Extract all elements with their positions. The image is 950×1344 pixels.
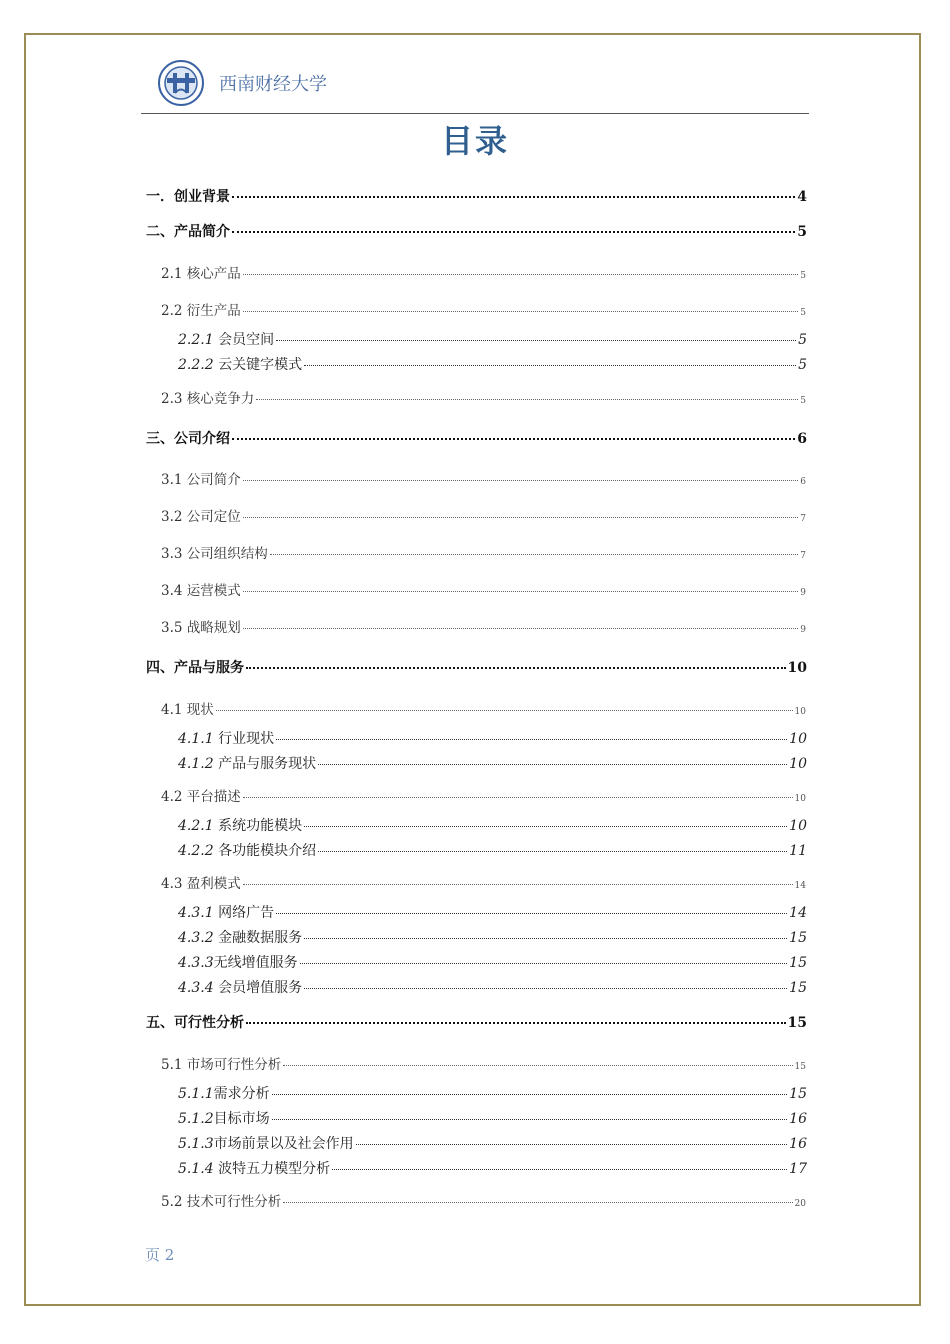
toc-entry[interactable] <box>161 1053 806 1073</box>
toc-entry-label: 5.2 技术可行性分析 <box>161 1194 282 1210</box>
dot-leader <box>243 797 793 798</box>
toc-entry[interactable] <box>161 542 806 562</box>
toc-entry[interactable] <box>178 728 807 748</box>
toc-entry-label: 3.1 公司简介 <box>161 472 241 488</box>
toc-entry[interactable] <box>161 505 806 525</box>
dot-leader <box>256 399 798 400</box>
university-seal-icon <box>157 59 205 107</box>
toc-entry[interactable] <box>146 657 807 677</box>
toc-entry-label <box>178 927 302 947</box>
toc-entry[interactable] <box>178 1108 807 1128</box>
document-header <box>157 57 327 109</box>
dot-leader <box>246 1022 786 1024</box>
page-title: 目录 <box>440 122 509 160</box>
toc-entry-text: 目标市场 <box>213 1111 270 1127</box>
toc-entry[interactable] <box>161 468 806 488</box>
toc-entry[interactable] <box>161 1190 806 1210</box>
toc-entry-label <box>178 753 316 773</box>
toc-entry-label: 3.5 战略规划 <box>161 620 241 636</box>
dot-leader <box>243 480 799 481</box>
toc-entry[interactable] <box>161 262 806 282</box>
toc-entry-text: 会员空间 <box>213 332 275 348</box>
toc-page-number: 5 <box>797 224 807 240</box>
toc-entry-number: 2.2.1 <box>178 332 214 348</box>
toc-entry-label: 一．创业背景 <box>146 189 230 205</box>
dot-leader <box>272 1094 788 1095</box>
toc-page-number: 9 <box>800 625 806 635</box>
toc-entry-number: 4.3.4 <box>178 980 214 996</box>
toc-entry[interactable] <box>161 872 806 892</box>
dot-leader <box>276 340 796 341</box>
toc-entry-number: 5.1.4 <box>178 1161 214 1177</box>
toc-entry-label: 2.3 核心竞争力 <box>161 391 255 407</box>
dot-leader <box>332 1169 787 1170</box>
dot-leader <box>300 963 788 964</box>
toc-page-number: 15 <box>794 1062 806 1072</box>
toc-entry-label <box>178 840 316 860</box>
toc-entry-text: 波特五力模型分析 <box>213 1161 331 1177</box>
toc-entry[interactable] <box>161 616 806 636</box>
toc-entry-label <box>178 977 302 997</box>
toc-entry[interactable] <box>178 840 807 860</box>
toc-page-number: 5 <box>798 332 807 348</box>
toc-page-number: 15 <box>789 1086 807 1102</box>
toc-page-number: 15 <box>787 1015 807 1031</box>
toc-page-number: 4 <box>797 189 807 205</box>
toc-page-number: 5 <box>800 308 806 318</box>
toc-page-number: 5 <box>798 357 807 373</box>
dot-leader <box>216 710 793 711</box>
toc-entry[interactable] <box>161 387 806 407</box>
dot-leader <box>243 628 799 629</box>
toc-entry-number: 4.1.1 <box>178 731 214 747</box>
toc-entry[interactable] <box>178 902 807 922</box>
dot-leader <box>318 851 787 852</box>
dot-leader <box>243 274 799 275</box>
toc-entry-text: 系统功能模块 <box>213 818 303 834</box>
toc-entry-label: 2.1 核心产品 <box>161 266 241 282</box>
toc-entry-label: 3.3 公司组织结构 <box>161 546 268 562</box>
toc-page-number: 10 <box>794 707 806 717</box>
toc-entry-text: 需求分析 <box>213 1086 270 1102</box>
toc-entry-number: 4.3.3 <box>178 955 214 971</box>
toc-page-number: 14 <box>794 881 806 891</box>
toc-entry-label: 四、产品与服务 <box>146 660 244 676</box>
toc-entry-text: 会员增值服务 <box>213 980 303 996</box>
toc-entry[interactable] <box>146 428 807 448</box>
toc-page-number: 16 <box>789 1111 807 1127</box>
toc-entry-number: 2.2.2 <box>178 357 214 373</box>
dot-leader <box>318 764 787 765</box>
toc-entry-label <box>178 1083 270 1103</box>
toc-entry[interactable] <box>146 221 807 241</box>
toc-entry[interactable] <box>178 952 807 972</box>
dot-leader <box>232 438 795 440</box>
dot-leader <box>272 1119 788 1120</box>
toc-page-number: 10 <box>794 794 806 804</box>
dot-leader <box>243 311 799 312</box>
toc-page-number: 5 <box>800 271 806 281</box>
toc-entry[interactable] <box>161 299 806 319</box>
toc-page-number: 6 <box>800 477 806 487</box>
toc-entry[interactable] <box>178 927 807 947</box>
toc-page-number: 10 <box>787 660 807 676</box>
dot-leader <box>304 826 787 827</box>
toc-entry[interactable] <box>178 1158 807 1178</box>
dot-leader <box>276 913 787 914</box>
toc-entry[interactable] <box>161 579 806 599</box>
toc-entry-number: 4.1.2 <box>178 756 214 772</box>
toc-entry-label <box>178 354 302 374</box>
university-name: 西南财经大学 <box>219 74 327 95</box>
toc-page-number: 17 <box>789 1161 807 1177</box>
toc-entry-text: 市场前景以及社会作用 <box>213 1136 354 1152</box>
toc-entry-label: 4.1 现状 <box>161 702 214 718</box>
toc-page-number: 20 <box>794 1199 806 1209</box>
toc-entry[interactable] <box>178 1133 807 1153</box>
page-number: 页 2 <box>145 1246 175 1264</box>
toc-entry-label: 5.1 市场可行性分析 <box>161 1057 282 1073</box>
toc-entry[interactable] <box>161 698 806 718</box>
header-divider <box>141 113 809 114</box>
dot-leader <box>243 517 799 518</box>
dot-leader <box>232 231 795 233</box>
toc-entry-label: 2.2 衍生产品 <box>161 303 241 319</box>
toc-entry-label <box>178 902 274 922</box>
toc-entry-label: 4.3 盈利模式 <box>161 876 241 892</box>
dot-leader <box>270 554 799 555</box>
toc-page-number: 6 <box>797 431 807 447</box>
toc-entry-label: 三、公司介绍 <box>146 431 230 447</box>
dot-leader <box>243 884 793 885</box>
dot-leader <box>232 196 795 198</box>
toc-page-number: 10 <box>789 818 807 834</box>
toc-entry-label <box>178 1158 330 1178</box>
toc-entry-number: 5.1.2 <box>178 1111 214 1127</box>
toc-page-number: 11 <box>789 843 807 859</box>
toc-page-number: 14 <box>789 905 807 921</box>
toc-entry-text: 产品与服务现状 <box>213 756 317 772</box>
dot-leader <box>356 1144 788 1145</box>
toc-entry[interactable] <box>178 815 807 835</box>
toc-entry-text: 网络广告 <box>213 905 275 921</box>
toc-entry-number: 5.1.3 <box>178 1136 214 1152</box>
toc-page-number: 7 <box>800 551 806 561</box>
toc-entry-label <box>178 728 274 748</box>
dot-leader <box>243 591 799 592</box>
toc-entry-label: 3.2 公司定位 <box>161 509 241 525</box>
dot-leader <box>304 938 787 939</box>
dot-leader <box>283 1202 792 1203</box>
toc-page-number: 16 <box>789 1136 807 1152</box>
dot-leader <box>304 988 787 989</box>
toc-entry-label <box>178 815 302 835</box>
dot-leader <box>276 739 787 740</box>
toc-entry[interactable] <box>178 753 807 773</box>
toc-page-number: 10 <box>789 731 807 747</box>
toc-entry-label: 五、可行性分析 <box>146 1015 244 1031</box>
dot-leader <box>283 1065 792 1066</box>
toc-entry-text: 金融数据服务 <box>213 930 303 946</box>
toc-entry[interactable] <box>161 785 806 805</box>
dot-leader <box>304 365 796 366</box>
toc-entry[interactable] <box>146 186 807 206</box>
dot-leader <box>246 667 786 669</box>
toc-page-number: 5 <box>800 396 806 406</box>
toc-page-number: 7 <box>800 514 806 524</box>
toc-page-number: 15 <box>789 980 807 996</box>
toc-entry[interactable] <box>178 977 807 997</box>
toc-entry[interactable] <box>178 329 807 349</box>
toc-entry-text: 无线增值服务 <box>213 955 298 971</box>
toc-entry-text: 各功能模块介绍 <box>213 843 317 859</box>
toc-entry-label: 3.4 运营模式 <box>161 583 241 599</box>
toc-entry-number: 5.1.1 <box>178 1086 214 1102</box>
toc-entry-text: 行业现状 <box>213 731 275 747</box>
toc-entry-label <box>178 329 274 349</box>
toc-entry-number: 4.2.2 <box>178 843 214 859</box>
toc-entry-label <box>178 952 298 972</box>
toc-entry-text: 云关键字模式 <box>213 357 303 373</box>
toc-page-number: 10 <box>789 756 807 772</box>
toc-entry-label <box>178 1133 354 1153</box>
toc-entry[interactable] <box>146 1012 807 1032</box>
toc-entry-number: 4.2.1 <box>178 818 214 834</box>
toc-entry-number: 4.3.1 <box>178 905 214 921</box>
toc-entry-label <box>178 1108 270 1128</box>
toc-page-number: 15 <box>789 955 807 971</box>
toc-page-number: 15 <box>789 930 807 946</box>
toc-page-number: 9 <box>800 588 806 598</box>
toc-entry-number: 4.3.2 <box>178 930 214 946</box>
toc-entry[interactable] <box>178 354 807 374</box>
toc-entry-label: 4.2 平台描述 <box>161 789 241 805</box>
toc-entry-label: 二、产品简介 <box>146 224 230 240</box>
toc-entry[interactable] <box>178 1083 807 1103</box>
